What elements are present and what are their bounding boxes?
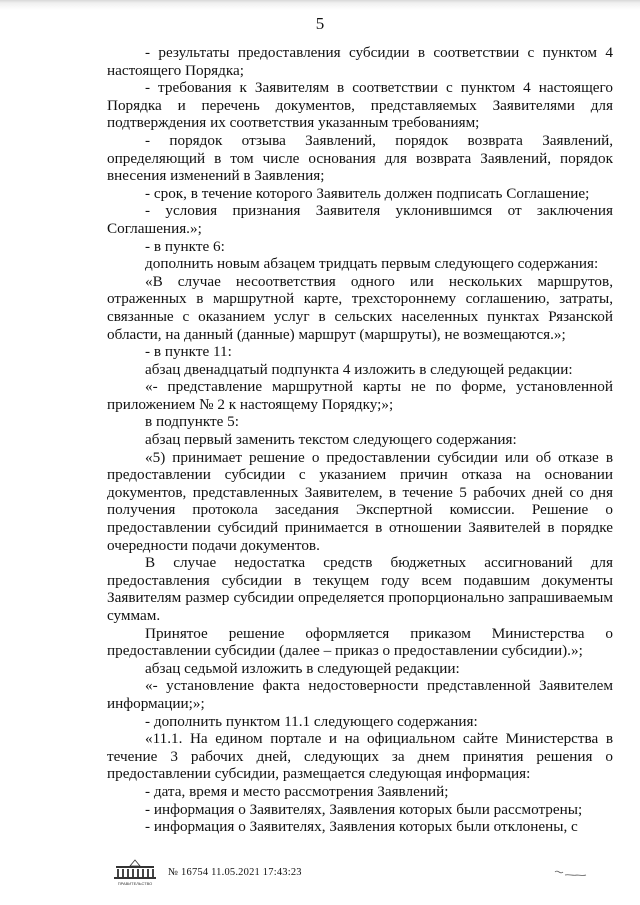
- page-number: 5: [315, 14, 325, 33]
- paragraph: - информация о Заявителях, Заявления которых были отклонены, с: [145, 818, 578, 836]
- paragraph: в подпункте 5:: [145, 413, 239, 431]
- document-footer: [108, 858, 613, 888]
- paragraph: - срок, в течение которого Заявитель должен подписать Соглашение;: [145, 184, 590, 202]
- scan-edge: [0, 0, 640, 12]
- paragraph: - дата, время и место рассмотрения Заявлений;: [145, 782, 449, 800]
- paragraph: - дополнить пунктом 11.1 следующего содержания:: [145, 712, 478, 730]
- paragraph: - требования к Заявителям в соответствии с пунктом 4 настоящего Порядка и перечень документов, представляемых Заявителями для подтверждения их соответствия указанным требованиям;: [107, 79, 613, 132]
- signature-mark-icon: [553, 866, 589, 880]
- paragraph: абзац первый заменить текстом следующего содержания:: [145, 431, 517, 449]
- paragraph: Принятое решение оформляется приказом Министерства о предоставлении субсидии (далее – приказ о предоставлении субсидии).»;: [107, 624, 613, 660]
- registration-stamp: № 16754 11.05.2021 17:43:23: [168, 867, 302, 878]
- paragraph: - информация о Заявителях, Заявления которых были рассмотрены;: [145, 800, 583, 818]
- paragraph: абзац седьмой изложить в следующей редакции:: [145, 659, 460, 677]
- paragraph: дополнить новым абзацем тридцать первым следующего содержания:: [145, 255, 599, 273]
- document-body: [107, 44, 613, 836]
- paragraph: - результаты предоставления субсидии в соответствии с пунктом 4 настоящего Порядка;: [107, 44, 613, 79]
- paragraph: «- представление маршрутной карты не по форме, установленной приложением № 2 к настоящему Порядку;»;: [107, 378, 613, 413]
- paragraph: - порядок отзыва Заявлений, порядок возврата Заявлений, определяющий в том числе основания для возврата Заявлений, порядок внесения изменений в Заявления;: [107, 131, 613, 185]
- government-building-icon: [108, 858, 162, 886]
- paragraph: В случае недостатка средств бюджетных ассигнований для предоставления субсидии в текущем году всем подавшим документы Заявителям размер субсидии определяется пропорционально запрашиваемым суммам.: [107, 554, 613, 624]
- paragraph: - в пункте 6:: [145, 237, 225, 255]
- paragraph: «В случае несоответствия одного или нескольких маршрутов, отраженных в маршрутной карте, трехстороннему соглашению, затраты, связанные с оказанием услуг в сельских населенных пунктах Рязанской области, на данный (данные) маршрут (маршруты), не возмещаются.»;: [107, 272, 613, 343]
- stamp-caption: ПРАВИТЕЛЬСТВО: [117, 881, 153, 886]
- paragraph: - условия признания Заявителя уклонившимся от заключения Соглашения.»;: [107, 202, 613, 237]
- paragraph: «- установление факта недостоверности представленной Заявителем информации;»;: [107, 677, 613, 712]
- paragraph: «5) принимает решение о предоставлении субсидии или об отказе в предоставлении субсидии с указанием причин отказа на основании документов, представленных Заявителем, в течение 5 рабочих дней со дня получения протокола заседания Экспертной комиссии. Решение о предоставлении субсидий принимается в отношении Заявителей в порядке очередности подачи документов.: [107, 448, 613, 554]
- paragraph: «11.1. На едином портале и на официальном сайте Министерства в течение 3 рабочих дней, следующих за днем принятия решения о предоставлении субсидии, размещается следующая информация:: [107, 730, 613, 783]
- paragraph: абзац двенадцатый подпункта 4 изложить в следующей редакции:: [145, 360, 573, 378]
- paragraph: - в пункте 11:: [145, 343, 232, 361]
